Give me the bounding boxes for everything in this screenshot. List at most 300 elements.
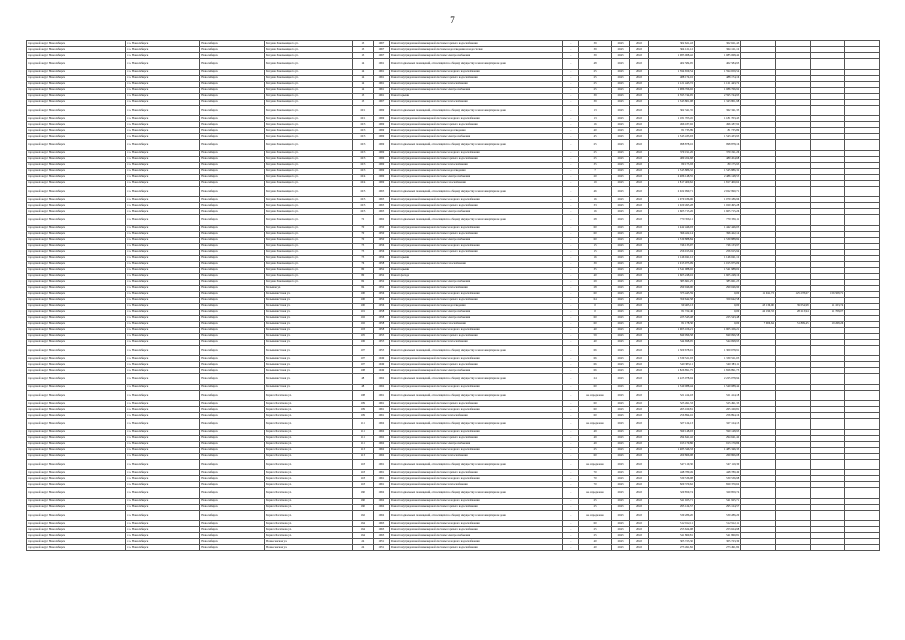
cell-note: - bbox=[563, 140, 579, 151]
cell-cost-total: 448 780,49 bbox=[648, 470, 694, 476]
cell-work-type: Ремонт внутридомовой инженерной системы горячего водоснабжения bbox=[389, 401, 562, 407]
cell-work-type: Ремонт внутридомовой инженерной системы холодного водоснабжения bbox=[389, 69, 562, 75]
cell-locality-type: Новосибирск bbox=[200, 339, 265, 345]
cell-note: - bbox=[563, 545, 579, 551]
cell-end-year: 2043 bbox=[630, 476, 648, 482]
cell-year: 1969 bbox=[373, 174, 389, 180]
cell-locality: г.о. Новосибирск bbox=[126, 488, 200, 499]
cell-locality: г.о. Новосибирск bbox=[126, 162, 200, 168]
cell-house: 113 bbox=[352, 447, 373, 453]
cell-note: - bbox=[563, 315, 579, 321]
cell-cost-share: 2 486 148,55 bbox=[694, 174, 740, 180]
cell-house: 164 bbox=[352, 521, 373, 527]
cell-cost-share: 829 370,62 bbox=[694, 482, 740, 488]
cell-street: Богдана Хмельницкого ул. bbox=[265, 116, 353, 122]
cell-year: 1961 bbox=[373, 87, 389, 93]
cell-house: 100 bbox=[352, 297, 373, 303]
cell-locality-type: Новосибирск bbox=[200, 345, 265, 356]
cell-note: - bbox=[563, 156, 579, 162]
cell-year: 1963 bbox=[373, 533, 389, 539]
cell-end-year: 2043 bbox=[630, 297, 648, 303]
cell-year: 1952 bbox=[373, 273, 389, 279]
cell-start-year: 2043 bbox=[611, 429, 629, 435]
cell-locality: г.о. Новосибирск bbox=[126, 69, 200, 75]
cell-work-type: Ремонт внутридомовой инженерной системы теплоснабжения bbox=[389, 482, 562, 488]
cell-months: 25 bbox=[579, 498, 611, 504]
cell-cost-share: 265 160,81 bbox=[694, 407, 740, 413]
cell-cost-total: 1 309 678,91 bbox=[648, 345, 694, 356]
cell-year: 1950 bbox=[373, 237, 389, 243]
cell-house: 108 bbox=[352, 390, 373, 401]
cell-year: 1956 bbox=[373, 291, 389, 297]
cell-house: 82 bbox=[352, 279, 373, 285]
cell-work-type: Ремонт внутридомовой инженерной системы электроснабжения bbox=[389, 279, 562, 285]
cell-street: Бориса Богаткова ул. bbox=[265, 488, 353, 499]
cell-locality: г.о. Новосибирск bbox=[126, 168, 200, 174]
cell-year: 1961 bbox=[373, 413, 389, 419]
cell-start-year: 2043 bbox=[611, 156, 629, 162]
cell-work-type: Ремонт внутридомовой инженерной системы холодного водоснабжения bbox=[389, 327, 562, 333]
cell-work-type: Ремонт внутридомовой инженерной системы электроснабжения bbox=[389, 315, 562, 321]
cell-municipality: городской округ Новосибирск bbox=[27, 368, 126, 374]
cell-year: 1965 bbox=[373, 197, 389, 203]
cell-year: 1961 bbox=[373, 459, 389, 470]
cell-months: 16 bbox=[579, 122, 611, 128]
cell-year: 1951 bbox=[373, 545, 389, 551]
cell-c1: 42 190,33 bbox=[741, 309, 776, 315]
cell-cost-total: 488 174,16 bbox=[648, 75, 694, 81]
cell-street: Богдана Хмельницкого ул. bbox=[265, 99, 353, 105]
cell-locality: г.о. Новосибирск bbox=[126, 203, 200, 209]
cell-locality: г.о. Новосибирск bbox=[126, 105, 200, 116]
cell-cost-total: 225 543,48 bbox=[648, 315, 694, 321]
cell-municipality: городской округ Новосибирск bbox=[27, 459, 126, 470]
cell-locality: г.о. Новосибирск bbox=[126, 180, 200, 186]
cell-locality: г.о. Новосибирск bbox=[126, 122, 200, 128]
cell-note: - bbox=[563, 75, 579, 81]
cell-months: 25 bbox=[579, 87, 611, 93]
cell-year: 1962 bbox=[373, 488, 389, 499]
cell-note: - bbox=[563, 243, 579, 249]
cell-street: Большевистская ул. bbox=[265, 374, 353, 385]
cell-municipality: городской округ Новосибирск bbox=[27, 243, 126, 249]
cell-locality-type: Новосибирск bbox=[200, 116, 265, 122]
cell-cost-share: 1 545 886,32 bbox=[694, 168, 740, 174]
cell-start-year: 2043 bbox=[611, 333, 629, 339]
cell-cost-total: 302 621,43 bbox=[648, 41, 694, 47]
cell-street: Богдана Хмельницкого ул. bbox=[265, 279, 353, 285]
cell-months: 70 bbox=[579, 482, 611, 488]
cell-house: 70 bbox=[352, 231, 373, 237]
cell-c2 bbox=[775, 215, 810, 226]
cell-cost-total: 299 046,90 bbox=[648, 285, 694, 291]
cell-start-year: 2043 bbox=[611, 243, 629, 249]
cell-work-type: Ремонт внутридомовой инженерной системы горячего водоснабжения bbox=[389, 435, 562, 441]
cell-locality: г.о. Новосибирск bbox=[126, 87, 200, 93]
cell-locality-type: Новосибирск bbox=[200, 215, 265, 226]
cell-locality-type: Новосибирск bbox=[200, 243, 265, 249]
cell-months: 64 bbox=[579, 297, 611, 303]
cell-locality: г.о. Новосибирск bbox=[126, 150, 200, 156]
cell-note: - bbox=[563, 69, 579, 75]
cell-months: 25 bbox=[579, 504, 611, 510]
cell-year: 1952 bbox=[373, 285, 389, 291]
cell-work-type: Ремонт внутридомовой инженерной системы теплоснабжения bbox=[389, 339, 562, 345]
cell-start-year: 2043 bbox=[611, 533, 629, 539]
cell-locality: г.о. Новосибирск bbox=[126, 243, 200, 249]
cell-end-year: 2043 bbox=[630, 510, 648, 521]
cell-locality: г.о. Новосибирск bbox=[126, 476, 200, 482]
cell-cost-share: 1 181 703,45 bbox=[694, 116, 740, 122]
cell-cost-total: 1 146 041,12 bbox=[648, 255, 694, 261]
cell-start-year: 2043 bbox=[611, 447, 629, 453]
cell-municipality: городской округ Новосибирск bbox=[27, 249, 126, 255]
cell-street: Большевистская ул. bbox=[265, 291, 353, 297]
cell-note: - bbox=[563, 59, 579, 70]
cell-note: - bbox=[563, 504, 579, 510]
cell-year: 1962 bbox=[373, 453, 389, 459]
cell-street: Бориса Богаткова ул. bbox=[265, 435, 353, 441]
cell-c4 bbox=[845, 459, 880, 470]
cell-locality-type: Новосибирск bbox=[200, 209, 265, 215]
cell-cost-share: 225 543,48 bbox=[694, 315, 740, 321]
cell-work-type: Ремонт крыши bbox=[389, 267, 562, 273]
cell-municipality: городской округ Новосибирск bbox=[27, 285, 126, 291]
cell-months: 25 bbox=[579, 527, 611, 533]
cell-street: Богдана Хмельницкого ул. bbox=[265, 69, 353, 75]
cell-cost-total: 541 860,81 bbox=[648, 533, 694, 539]
cell-house: 101 bbox=[352, 309, 373, 315]
cell-cost-share: 1 594 659,54 bbox=[694, 69, 740, 75]
cell-house: 16/4 bbox=[352, 180, 373, 186]
cell-house: 107 bbox=[352, 345, 373, 356]
cell-house: 16/3 bbox=[352, 150, 373, 156]
cell-note: - bbox=[563, 533, 579, 539]
cell-c2 bbox=[775, 488, 810, 499]
cell-locality: г.о. Новосибирск bbox=[126, 470, 200, 476]
cell-start-year: 2043 bbox=[611, 105, 629, 116]
cell-year: 1962 bbox=[373, 374, 389, 385]
cell-municipality: городской округ Новосибирск bbox=[27, 374, 126, 385]
cell-municipality: городской округ Новосибирск bbox=[27, 273, 126, 279]
cell-cost-total: 1 079 186,96 bbox=[648, 197, 694, 203]
cell-house: 15 bbox=[352, 93, 373, 99]
cell-note: - bbox=[563, 407, 579, 413]
cell-work-type: Ремонт подвальных помещений, относящихся к общему имуществу в многоквартирном доме bbox=[389, 105, 562, 116]
cell-locality-type: Новосибирск bbox=[200, 203, 265, 209]
cell-locality: г.о. Новосибирск bbox=[126, 209, 200, 215]
cell-work-type: Ремонт внутридомовой инженерной системы электроснабжения bbox=[389, 309, 562, 315]
cell-locality: г.о. Новосибирск bbox=[126, 116, 200, 122]
cell-note: - bbox=[563, 237, 579, 243]
cell-locality: г.о. Новосибирск bbox=[126, 315, 200, 321]
cell-start-year: 2043 bbox=[611, 539, 629, 545]
cell-year: 1961 bbox=[373, 93, 389, 99]
cell-street: Большевистская ул. bbox=[265, 339, 353, 345]
cell-end-year: 2043 bbox=[630, 168, 648, 174]
cell-locality: г.о. Новосибирск bbox=[126, 273, 200, 279]
cell-work-type: Ремонт подвальных помещений, относящихся к общему имуществу в многоквартирном доме bbox=[389, 186, 562, 197]
cell-cost-total: 1 826 891,75 bbox=[648, 368, 694, 374]
cell-street: Бориса Богаткова ул. bbox=[265, 504, 353, 510]
table-row bbox=[27, 215, 880, 226]
cell-year: 1949 bbox=[373, 356, 389, 362]
cell-cost-total: 1 541 988,02 bbox=[648, 267, 694, 273]
cell-end-year: 2043 bbox=[630, 255, 648, 261]
cell-c3 bbox=[810, 215, 845, 226]
cell-end-year: 2043 bbox=[630, 413, 648, 419]
cell-street: Большевистская ул. bbox=[265, 297, 353, 303]
cell-municipality: городской округ Новосибирск bbox=[27, 99, 126, 105]
cell-locality-type: Новосибирск bbox=[200, 309, 265, 315]
cell-c2 bbox=[775, 105, 810, 116]
cell-c4 bbox=[845, 186, 880, 197]
cell-end-year: 2043 bbox=[630, 41, 648, 47]
cell-months: не определено bbox=[579, 419, 611, 430]
cell-note: - bbox=[563, 384, 579, 390]
cell-locality-type: Новосибирск bbox=[200, 435, 265, 441]
cell-note: - bbox=[563, 539, 579, 545]
cell-work-type: Ремонт подвальных помещений, относящихся к общему имуществу в многоквартирном доме bbox=[389, 140, 562, 151]
cell-start-year: 2043 bbox=[611, 285, 629, 291]
cell-locality: г.о. Новосибирск bbox=[126, 59, 200, 70]
cell-end-year: 2043 bbox=[630, 47, 648, 53]
cell-street: Бориса Богаткова ул. bbox=[265, 527, 353, 533]
cell-municipality: городской округ Новосибирск bbox=[27, 237, 126, 243]
cell-cost-total: 1 442 446,03 bbox=[648, 225, 694, 231]
cell-house: 16/3 bbox=[352, 168, 373, 174]
cell-end-year: 2043 bbox=[630, 128, 648, 134]
cell-note: - bbox=[563, 476, 579, 482]
cell-c2 bbox=[775, 345, 810, 356]
cell-start-year: 2043 bbox=[611, 498, 629, 504]
cell-municipality: городской округ Новосибирск bbox=[27, 231, 126, 237]
cell-end-year: 2043 bbox=[630, 87, 648, 93]
cell-municipality: городской округ Новосибирск bbox=[27, 362, 126, 368]
cell-work-type: Ремонт подвальных помещений, относящихся к общему имуществу в многоквартирном доме bbox=[389, 59, 562, 70]
cell-end-year: 2043 bbox=[630, 273, 648, 279]
cell-work-type: Ремонт внутридомовой инженерной системы водоотведения bbox=[389, 168, 562, 174]
cell-cost-share: 294 641,42 bbox=[694, 435, 740, 441]
cell-cost-share: 488 174,16 bbox=[694, 75, 740, 81]
cell-note: - bbox=[563, 429, 579, 435]
cell-start-year: 2043 bbox=[611, 197, 629, 203]
cell-locality-type: Новосибирск bbox=[200, 321, 265, 327]
cell-cost-share: 273 491,82 bbox=[694, 545, 740, 551]
cell-cost-share: 1 540 088,44 bbox=[694, 384, 740, 390]
cell-cost-total: 2 225 078,94 bbox=[648, 374, 694, 385]
cell-end-year: 2043 bbox=[630, 93, 648, 99]
cell-months: 40 bbox=[579, 273, 611, 279]
cell-locality-type: Новосибирск bbox=[200, 297, 265, 303]
cell-locality: г.о. Новосибирск bbox=[126, 384, 200, 390]
cell-year: 1958 bbox=[373, 315, 389, 321]
cell-locality-type: Новосибирск bbox=[200, 539, 265, 545]
cell-locality: г.о. Новосибирск bbox=[126, 297, 200, 303]
cell-year: 1967 bbox=[373, 41, 389, 47]
cell-note: - bbox=[563, 99, 579, 105]
cell-street: Большевистская ул. bbox=[265, 309, 353, 315]
cell-work-type: Ремонт внутридомовой инженерной системы теплоснабжения bbox=[389, 81, 562, 87]
cell-months: 66 bbox=[579, 362, 611, 368]
cell-municipality: городской округ Новосибирск bbox=[27, 150, 126, 156]
cell-cost-share: 1 086 766,92 bbox=[694, 87, 740, 93]
cell-start-year: 2043 bbox=[611, 488, 629, 499]
cell-start-year: 2043 bbox=[611, 291, 629, 297]
cell-municipality: городской округ Новосибирск bbox=[27, 504, 126, 510]
cell-municipality: городской округ Новосибирск bbox=[27, 498, 126, 504]
cell-house: 105 bbox=[352, 333, 373, 339]
cell-cost-total: 396 422,14 bbox=[648, 231, 694, 237]
cell-municipality: городской округ Новосибирск bbox=[27, 476, 126, 482]
cell-municipality: городской округ Новосибирск bbox=[27, 315, 126, 321]
cell-municipality: городской округ Новосибирск bbox=[27, 197, 126, 203]
cell-end-year: 2043 bbox=[630, 150, 648, 156]
cell-note: - bbox=[563, 209, 579, 215]
cell-start-year: 2043 bbox=[611, 407, 629, 413]
cell-work-type: Ремонт внутридомовой инженерной системы холодного водоснабжения bbox=[389, 197, 562, 203]
cell-locality-type: Новосибирск bbox=[200, 168, 265, 174]
cell-cost-total: 829 370,62 bbox=[648, 482, 694, 488]
cell-house: 16/5 bbox=[352, 203, 373, 209]
cell-cost-share: 362 341,35 bbox=[694, 105, 740, 116]
cell-months: 39 bbox=[579, 99, 611, 105]
cell-house: 48 bbox=[352, 374, 373, 385]
cell-months: 60 bbox=[579, 384, 611, 390]
cell-locality-type: Новосибирск bbox=[200, 429, 265, 435]
cell-cost-total: 379 191,26 bbox=[648, 150, 694, 156]
cell-street: Большевистская ул. bbox=[265, 362, 353, 368]
cell-start-year: 2043 bbox=[611, 309, 629, 315]
cell-municipality: городской округ Новосибирск bbox=[27, 105, 126, 116]
cell-municipality: городской округ Новосибирск bbox=[27, 128, 126, 134]
cell-cost-share: 1 605 248,16 bbox=[694, 273, 740, 279]
cell-start-year: 2043 bbox=[611, 99, 629, 105]
cell-months: 46 bbox=[579, 186, 611, 197]
cell-start-year: 2043 bbox=[611, 470, 629, 476]
cell-cost-share: 489 454,68 bbox=[694, 156, 740, 162]
cell-start-year: 2043 bbox=[611, 116, 629, 122]
cell-start-year: 2043 bbox=[611, 374, 629, 385]
cell-end-year: 2043 bbox=[630, 279, 648, 285]
cell-street: Богдана Хмельницкого ул. bbox=[265, 150, 353, 156]
cell-locality: г.о. Новосибирск bbox=[126, 285, 200, 291]
cell-year: 1969 bbox=[373, 128, 389, 134]
cell-year: 1969 bbox=[373, 122, 389, 128]
cell-locality: г.о. Новосибирск bbox=[126, 231, 200, 237]
cell-c2 bbox=[775, 510, 810, 521]
cell-months: 60 bbox=[579, 225, 611, 231]
cell-cost-total: 525 491,33 bbox=[648, 401, 694, 407]
cell-c3 bbox=[810, 459, 845, 470]
cell-work-type: Ремонт внутридомовой инженерной системы теплоснабжения bbox=[389, 99, 562, 105]
cell-work-type: Ремонт внутридомовой инженерной системы горячего водоснабжения bbox=[389, 156, 562, 162]
cell-c2 bbox=[775, 59, 810, 70]
cell-locality: г.о. Новосибирск bbox=[126, 225, 200, 231]
cell-start-year: 2043 bbox=[611, 122, 629, 128]
cell-end-year: 2043 bbox=[630, 384, 648, 390]
cell-c3 bbox=[810, 140, 845, 151]
cell-year: 1969 bbox=[373, 162, 389, 168]
cell-note: - bbox=[563, 333, 579, 339]
cell-municipality: городской округ Новосибирск bbox=[27, 356, 126, 362]
cell-municipality: городской округ Новосибирск bbox=[27, 162, 126, 168]
cell-locality-type: Новосибирск bbox=[200, 186, 265, 197]
cell-c3: 19 268,26 bbox=[810, 321, 845, 327]
cell-note: - bbox=[563, 327, 579, 333]
cell-months: 70 bbox=[579, 470, 611, 476]
cell-locality: г.о. Новосибирск bbox=[126, 429, 200, 435]
cell-year: 1963 bbox=[373, 521, 389, 527]
cell-c4 bbox=[845, 488, 880, 499]
cell-end-year: 2043 bbox=[630, 209, 648, 215]
cell-end-year: 2043 bbox=[630, 186, 648, 197]
cell-note: - bbox=[563, 345, 579, 356]
cell-c2: 125 278,67 bbox=[775, 291, 810, 297]
cell-c4 bbox=[845, 140, 880, 151]
cell-locality-type: Новосибирск bbox=[200, 374, 265, 385]
cell-start-year: 2043 bbox=[611, 225, 629, 231]
cell-municipality: городской округ Новосибирск bbox=[27, 510, 126, 521]
cell-months: 45 bbox=[579, 134, 611, 140]
cell-end-year: 2043 bbox=[630, 267, 648, 273]
cell-locality: г.о. Новосибирск bbox=[126, 128, 200, 134]
cell-c3 bbox=[810, 545, 845, 551]
cell-work-type: Ремонт подвальных помещений, относящихся к общему имуществу в многоквартирном доме bbox=[389, 459, 562, 470]
repair-program-table bbox=[26, 40, 880, 551]
cell-cost-total: 1 181 703,45 bbox=[648, 116, 694, 122]
cell-street: Богдана Хмельницкого ул. bbox=[265, 122, 353, 128]
cell-cost-total: 547 119,30 bbox=[648, 459, 694, 470]
cell-cost-share: 329 859,74 bbox=[694, 488, 740, 499]
cell-locality: г.о. Новосибирск bbox=[126, 419, 200, 430]
cell-house: 113 bbox=[352, 453, 373, 459]
cell-year: 1962 bbox=[373, 504, 389, 510]
cell-end-year: 2043 bbox=[630, 327, 648, 333]
cell-cost-total: 1 086 766,92 bbox=[648, 87, 694, 93]
cell-note: - bbox=[563, 162, 579, 168]
cell-start-year: 2043 bbox=[611, 339, 629, 345]
cell-cost-share: 541 860,81 bbox=[694, 533, 740, 539]
cell-note: - bbox=[563, 87, 579, 93]
cell-work-type: Ремонт внутридомовой инженерной системы газоснабжения bbox=[389, 180, 562, 186]
cell-street: Большевистская ул. bbox=[265, 327, 353, 333]
cell-street: Бориса Богаткова ул. bbox=[265, 419, 353, 430]
cell-months: 20 bbox=[579, 174, 611, 180]
cell-note: - bbox=[563, 41, 579, 47]
cell-c2 bbox=[775, 459, 810, 470]
cell-house: 118 bbox=[352, 476, 373, 482]
cell-work-type: Ремонт внутридомовой инженерной системы холодного водоснабжения bbox=[389, 498, 562, 504]
cell-months: не определено bbox=[579, 390, 611, 401]
cell-months: 25 bbox=[579, 81, 611, 87]
cell-locality-type: Новосибирск bbox=[200, 237, 265, 243]
cell-street: Бориса Богаткова ул. bbox=[265, 498, 353, 504]
cell-c1 bbox=[741, 186, 776, 197]
cell-locality-type: Новосибирск bbox=[200, 384, 265, 390]
cell-start-year: 2043 bbox=[611, 390, 629, 401]
cell-year: 1969 bbox=[373, 140, 389, 151]
cell-house: 24 bbox=[352, 539, 373, 545]
cell-municipality: городской округ Новосибирск bbox=[27, 186, 126, 197]
cell-house: 16/3 bbox=[352, 134, 373, 140]
cell-locality-type: Новосибирск bbox=[200, 504, 265, 510]
cell-cost-total: 1 545 886,32 bbox=[648, 168, 694, 174]
table-row bbox=[27, 140, 880, 151]
cell-year: 1962 bbox=[373, 429, 389, 435]
cell-house: 72 bbox=[352, 215, 373, 226]
cell-work-type: Ремонт внутридомовой инженерной системы теплоснабжения bbox=[389, 453, 562, 459]
